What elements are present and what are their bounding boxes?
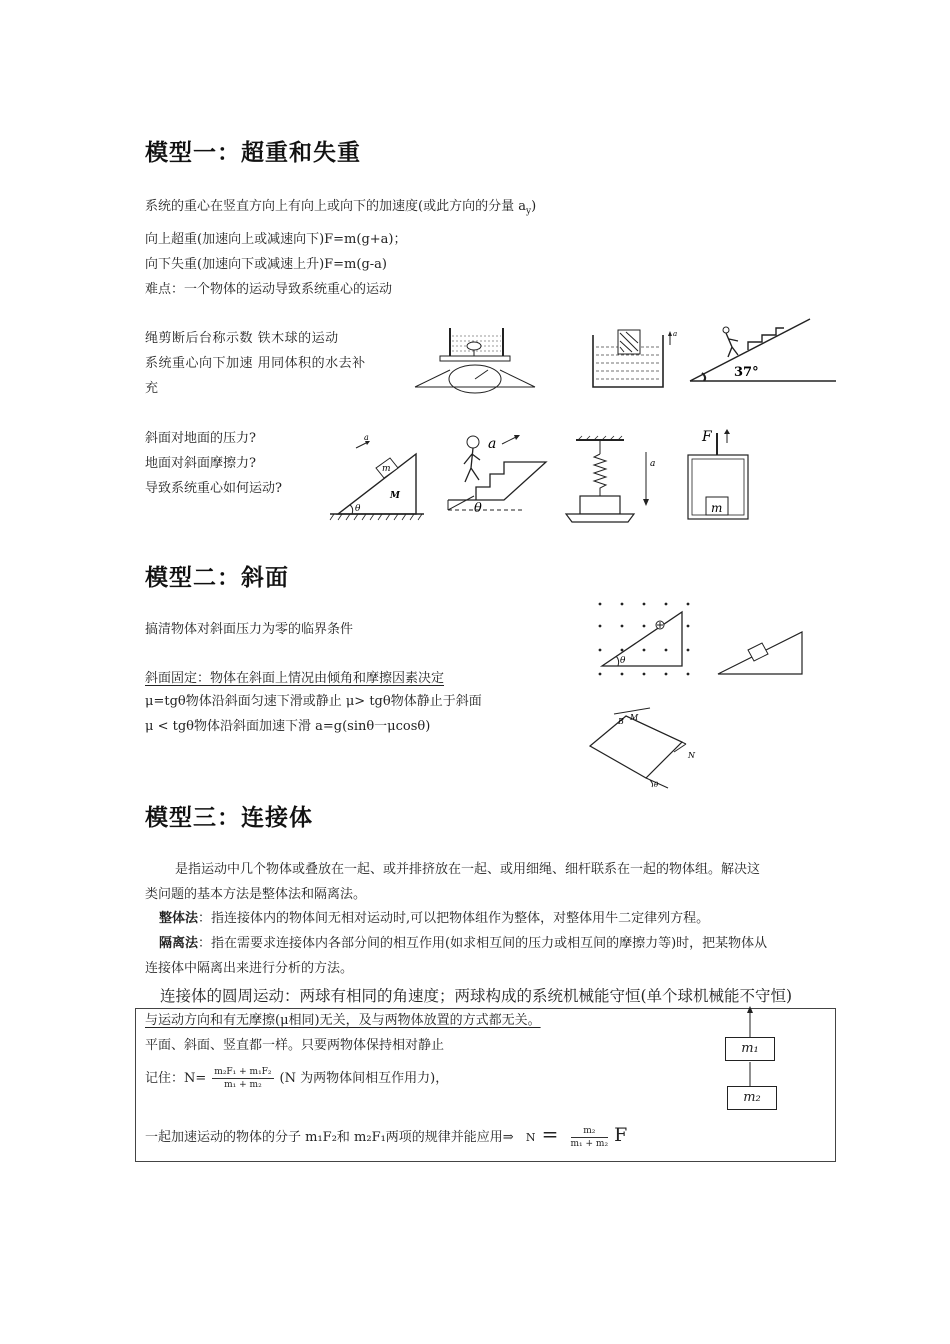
angle-37-label: 37° — [734, 365, 759, 380]
n-simplified-fraction: $\frac{\text{m₂}}{\text{m₁ + m₂}}$ — [570, 1126, 609, 1149]
svg-text:a: a — [364, 433, 369, 442]
incline-37-figure — [688, 317, 838, 387]
isolation-method-line: 隔离法：指在需要求连接体内各部分间的相互作用(如求相互间的压力或相互间的摩擦力等)时，把某物体从 — [159, 936, 768, 951]
block-on-incline-figure — [328, 432, 428, 522]
mass-m2: m₂ — [727, 1086, 777, 1110]
isolation-method-line2: 连接体中隔离出来进行分析的方法。 — [145, 961, 354, 976]
difficulty-line: 难点：一个物体的运动导致系统重心的运动 — [145, 282, 393, 297]
svg-text:F: F — [702, 429, 712, 445]
example1-line2: 系统重心向下加速 用同体积的水去补 — [145, 356, 366, 371]
box-line1: 与运动方向和有无摩擦(μ相同)无关，及与两物体放置的方式都无关。 — [145, 1013, 541, 1028]
svg-text:m: m — [382, 464, 391, 474]
svg-text:a: a — [488, 436, 497, 452]
model3-para1b: 类问题的基本方法是整体法和隔离法。 — [145, 887, 367, 902]
svg-text:a: a — [673, 330, 678, 338]
simple-incline-figure — [716, 628, 806, 678]
tilted-box-figure — [586, 708, 696, 790]
example2-line2: 地面对斜面摩擦力? — [145, 456, 256, 471]
overweight-line: 向上超重(加速向上或减速向下)F=m(g+a)； — [145, 232, 407, 247]
model2-line1: 搞清物体对斜面压力为零的临界条件 — [145, 622, 354, 637]
elevator-box-figure — [686, 427, 756, 523]
svg-text:N: N — [688, 751, 695, 760]
box-line2: 平面、斜面、竖直都一样。只要两物体保持相对静止 — [145, 1038, 445, 1053]
svg-text:θ: θ — [355, 504, 361, 514]
model3-para1a: 是指运动中几个物体或叠放在一起、或并排挤放在一起、或用细绳、细杆联系在一起的物体组。解决这 — [175, 862, 761, 877]
svg-text:a: a — [650, 459, 656, 469]
model2-line3: μ=tgθ物体沿斜面匀速下滑或静止 μ> tgθ物体静止于斜面 — [145, 694, 482, 709]
box-line4: 一起加速运动的物体的分子 m₁F₂和 m₂F₁两项的规律并能应用⇒ N = $\frac{\text{m₂}}{\text{m₁ + m₂}}$ F — [145, 1122, 628, 1149]
example2-line3: 导致系统重心如何运动? — [145, 481, 282, 496]
svg-text:θ: θ — [474, 501, 482, 516]
example1-line3: 充 — [145, 381, 159, 396]
model1-intro: 系统的重心在竖直方向上有向上或向下的加速度(或此方向的分量 $a_y$) — [145, 199, 537, 217]
svg-text:M: M — [390, 491, 400, 501]
model3-title: 模型三：连接体 — [145, 805, 313, 831]
whole-method-label: 整体法 — [159, 911, 199, 926]
magnetic-field-incline-figure — [592, 598, 702, 680]
example2-line1: 斜面对地面的压力? — [145, 431, 256, 446]
model2-title: 模型二：斜面 — [145, 565, 289, 591]
svg-text:B: B — [618, 717, 624, 726]
box-line3: 记住：N= $\frac{\text{m₂F₁ + m₁F₂}}{\text{m₁ + m₂}}$ (N 为两物体间相互作用力)， — [145, 1067, 449, 1090]
underweight-line: 向下失重(加速向下或减速上升)F=m(g-a) — [145, 257, 387, 272]
svg-text:m: m — [711, 501, 723, 515]
n-fraction: $\frac{\text{m₂F₁ + m₁F₂}}{\text{m₁ + m₂}}$ — [214, 1067, 272, 1090]
whole-method-line: 整体法：指连接体内的物体间无相对运动时,可以把物体组作为整体，对整体用牛二定律列方程。 — [159, 911, 710, 926]
model2-line2: 斜面固定：物体在斜面上情况由倾角和摩擦因素决定 — [145, 671, 445, 686]
example1-line1: 绳剪断后台称示数 铁木球的运动 — [145, 331, 339, 346]
scale-beaker-figure — [410, 322, 550, 397]
isolation-method-label: 隔离法 — [159, 936, 199, 951]
circular-motion-line: 连接体的圆周运动：两球有相同的角速度；两球构成的系统机械能守恒(单个球机械能不守恒) — [160, 987, 793, 1005]
model2-line4: μ < tgθ物体沿斜面加速下滑 a=g(sinθ一μcosθ) — [145, 719, 431, 734]
floating-block-figure — [590, 325, 680, 390]
svg-text:θ: θ — [620, 656, 626, 666]
model1-title: 模型一：超重和失重 — [145, 140, 361, 166]
svg-text:M: M — [630, 713, 639, 722]
mass-m1: m₁ — [725, 1037, 775, 1061]
person-stairs-figure — [446, 430, 551, 520]
svg-text:θ: θ — [654, 781, 659, 789]
spring-mass-figure — [558, 436, 668, 528]
